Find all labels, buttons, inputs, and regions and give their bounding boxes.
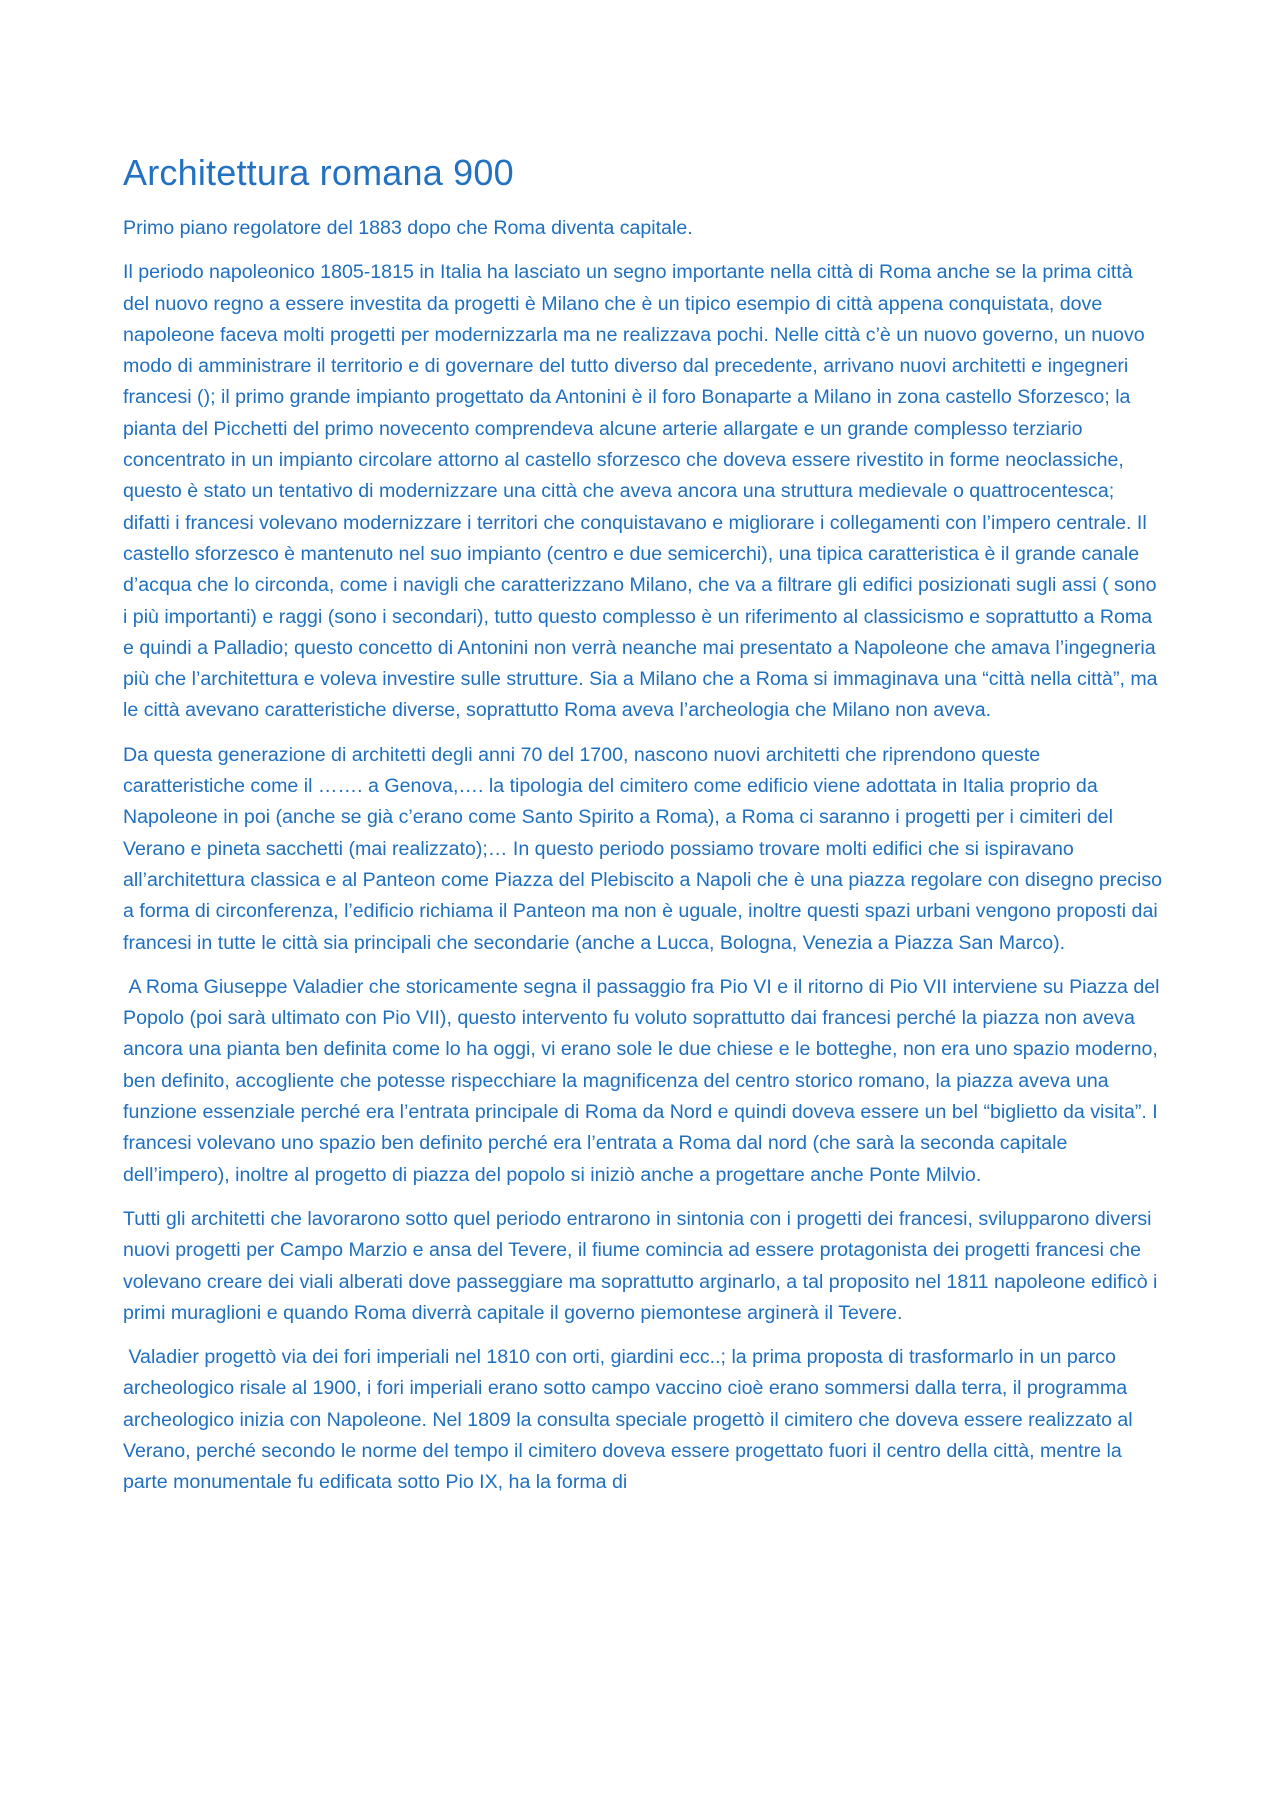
page-title: Architettura romana 900 (123, 152, 514, 193)
paragraph-4: A Roma Giuseppe Valadier che storicamente segna il passaggio fra Pio VI e il ritorno di Pio VII interviene su Piazza del Popolo (poi sarà ultimato con Pio VII), questo intervento fu voluto soprattutto dai francesi perché la piazza non aveva ancora una pianta ben definita come lo ha oggi, vi erano sole le due chiese e le botteghe, non era uno spazio moderno, ben definito, accogliente che potesse rispecchiare la magnificenza del centro storico romano, la piazza aveva una funzione essenziale perché era l’entrata principale di Roma da Nord e quindi doveva essere un bel “biglietto da visita”. I francesi volevano uno spazio ben definito perché era l’entrata a Roma dal nord (che sarà la seconda capitale dell’impero), inoltre al progetto di piazza del popolo si iniziò anche a progettare anche Ponte Milvio. (123, 975, 1160, 1186)
paragraph-3: Da questa generazione di architetti degli anni 70 del 1700, nascono nuovi architetti che riprendono queste caratteristiche come il ……. a Genova,…. la tipologia del cimitero come edificio viene adottata in Italia proprio da Napoleone in poi (anche se già c’erano come Santo Spirito a Roma), a Roma ci saranno i progetti per i cimiteri del Verano e pineta sacchetti (mai realizzato);… In questo periodo possiamo trovare molti edifici che si ispiravano all’architettura classica e al Panteon come Piazza del Plebiscito a Napoli che è una piazza regolare con disegno preciso a forma di circonferenza, l’edificio richiama il Panteon ma non è uguale, inoltre questi spazi urbani vengono proposti dai francesi in tutte le città sia principali che secondarie (anche a Lucca, Bologna, Venezia a Piazza San Marco). (123, 743, 1163, 954)
paragraph-6: Valadier progettò via dei fori imperiali nel 1810 con orti, giardini ecc..; la prima proposta di trasformarlo in un parco archeologico risale al 1900, i fori imperiali erano sotto campo vaccino cioè erano sommersi dalla terra, il programma archeologico inizia con Napoleone. Nel 1809 la consulta speciale progettò il cimitero che doveva essere realizzato al Verano, perché secondo le norme del tempo il cimitero doveva essere progettato fuori il centro della città, mentre la parte monumentale fu edificata sotto Pio IX, ha la forma di (123, 1346, 1133, 1494)
document-page (123, 150, 1163, 1512)
paragraph-2: Il periodo napoleonico 1805-1815 in Italia ha lasciato un segno importante nella città di Roma anche se la prima città del nuovo regno a essere investita da progetti è Milano che è un tipico esempio di città appena conquistata, dove napoleone faceva molti progetti per modernizzarla ma ne realizzava pochi. Nelle città c’è un nuovo governo, un nuovo modo di amministrare il territorio e di governare del tutto diverso dal precedente, arrivano nuovi architetti e ingegneri francesi (); il primo grande impianto progettato da Antonini è il foro Bonaparte a Milano in zona castello Sforzesco; la pianta del Picchetti del primo novecento comprendeva alcune arterie allargate e un grande complesso terziario concentrato in un impianto circolare attorno al castello sforzesco che doveva essere rivestito in forme neoclassiche, questo è stato un tentativo di modernizzare una città che aveva ancora una struttura medievale o quattrocentesca; difatti i francesi volevano modernizzare i territori che conquistavano e migliorare i collegamenti con l’impero centrale. Il castello sforzesco è mantenuto nel suo impianto (centro e due semicerchi), una tipica caratteristica è il grande canale d’acqua che lo circonda, come i navigli che caratterizzano Milano, che va a filtrare gli edifici posizionati sugli assi ( sono i più importanti) e raggi (sono i secondari), tutto questo complesso è un riferimento al classicismo e soprattutto a Roma e quindi a Palladio; questo concetto di Antonini non verrà neanche mai presentato a Napoleone che amava l’ingegneria più che l’architettura e voleva investire sulle strutture. Sia a Milano che a Roma si immaginava una “città nella città”, ma le città avevano caratteristiche diverse, soprattutto Roma aveva l’archeologia che Milano non aveva. (123, 261, 1158, 722)
paragraph-5: Tutti gli architetti che lavorarono sotto quel periodo entrarono in sintonia con i progetti dei francesi, svilupparono diversi nuovi progetti per Campo Marzio e ansa del Tevere, il fiume comincia ad essere protagonista dei progetti francesi che volevano creare dei viali alberati dove passeggiare ma soprattutto arginarlo, a tal proposito nel 1811 napoleone edificò i primi muraglioni e quando Roma diverrà capitale il governo piemontese arginerà il Tevere. (123, 1207, 1158, 1324)
paragraph-1: Primo piano regolatore del 1883 dopo che Roma diventa capitale. (123, 217, 693, 239)
